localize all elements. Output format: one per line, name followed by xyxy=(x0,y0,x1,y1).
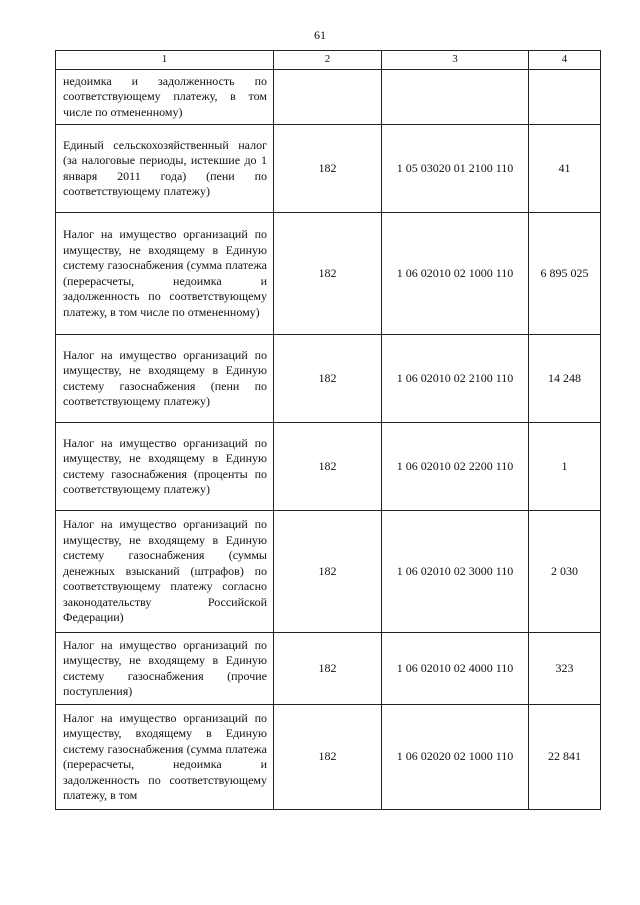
revenue-name-cell: Налог на имущество организаций по имуществу, не входящему в Единую систему газоснабжения (пени по соответствующему платежу) xyxy=(56,335,274,423)
amount-cell: 6 895 025 xyxy=(529,213,601,335)
budget-classification-code-cell: 1 05 03020 01 2100 110 xyxy=(382,125,529,213)
amount-cell: 41 xyxy=(529,125,601,213)
admin-code-cell xyxy=(274,70,382,125)
table-row xyxy=(56,213,601,335)
admin-code-cell: 182 xyxy=(274,125,382,213)
table-row xyxy=(56,633,601,705)
table-row xyxy=(56,705,601,810)
column-header-1: 1 xyxy=(56,51,274,70)
revenue-name-cell: Налог на имущество организаций по имуществу, не входящему в Единую систему газоснабжения (суммы денежных взысканий (штрафов) по соответствующему платежу согласно законодательству Российской Федерации) xyxy=(56,511,274,633)
budget-classification-code-cell: 1 06 02010 02 1000 110 xyxy=(382,213,529,335)
revenue-name-cell: Налог на имущество организаций по имуществу, входящему в Единую систему газоснабжения (сумма платежа (перерасчеты, недоимка и задолженность по соответствующему платежу, в том xyxy=(56,705,274,810)
column-header-2: 2 xyxy=(274,51,382,70)
table-row xyxy=(56,511,601,633)
table-row xyxy=(56,335,601,423)
admin-code-cell: 182 xyxy=(274,633,382,705)
table-header-row xyxy=(56,51,601,70)
budget-classification-code-cell xyxy=(382,70,529,125)
admin-code-cell: 182 xyxy=(274,335,382,423)
column-header-3: 3 xyxy=(382,51,529,70)
table-row xyxy=(56,125,601,213)
table-row xyxy=(56,423,601,511)
budget-classification-code-cell: 1 06 02020 02 1000 110 xyxy=(382,705,529,810)
revenue-name-cell: Налог на имущество организаций по имуществу, не входящему в Единую систему газоснабжения (сумма платежа (перерасчеты, недоимка и задолженность по соответствующему платежу, в том числе по отмененному) xyxy=(56,213,274,335)
admin-code-cell: 182 xyxy=(274,213,382,335)
budget-classification-code-cell: 1 06 02010 02 4000 110 xyxy=(382,633,529,705)
revenue-name-cell: Налог на имущество организаций по имуществу, не входящему в Единую систему газоснабжения (проценты по соответствующему платежу) xyxy=(56,423,274,511)
page-number: 61 xyxy=(314,28,326,42)
table-row xyxy=(56,70,601,125)
budget-classification-code-cell: 1 06 02010 02 3000 110 xyxy=(382,511,529,633)
budget-classification-code-cell: 1 06 02010 02 2200 110 xyxy=(382,423,529,511)
column-header-4: 4 xyxy=(529,51,601,70)
amount-cell: 323 xyxy=(529,633,601,705)
amount-cell: 22 841 xyxy=(529,705,601,810)
budget-classification-code-cell: 1 06 02010 02 2100 110 xyxy=(382,335,529,423)
amount-cell: 14 248 xyxy=(529,335,601,423)
amount-cell xyxy=(529,70,601,125)
budget-revenue-table xyxy=(55,50,601,810)
admin-code-cell: 182 xyxy=(274,423,382,511)
amount-cell: 1 xyxy=(529,423,601,511)
admin-code-cell: 182 xyxy=(274,705,382,810)
admin-code-cell: 182 xyxy=(274,511,382,633)
revenue-name-cell: недоимка и задолженность по соответствующему платежу, в том числе по отмененному) xyxy=(56,70,274,125)
amount-cell: 2 030 xyxy=(529,511,601,633)
revenue-name-cell: Единый сельскохозяйственный налог (за налоговые периоды, истекшие до 1 января 2011 года) (пени по соответствующему платежу) xyxy=(56,125,274,213)
revenue-name-cell: Налог на имущество организаций по имуществу, не входящему в Единую систему газоснабжения (прочие поступления) xyxy=(56,633,274,705)
